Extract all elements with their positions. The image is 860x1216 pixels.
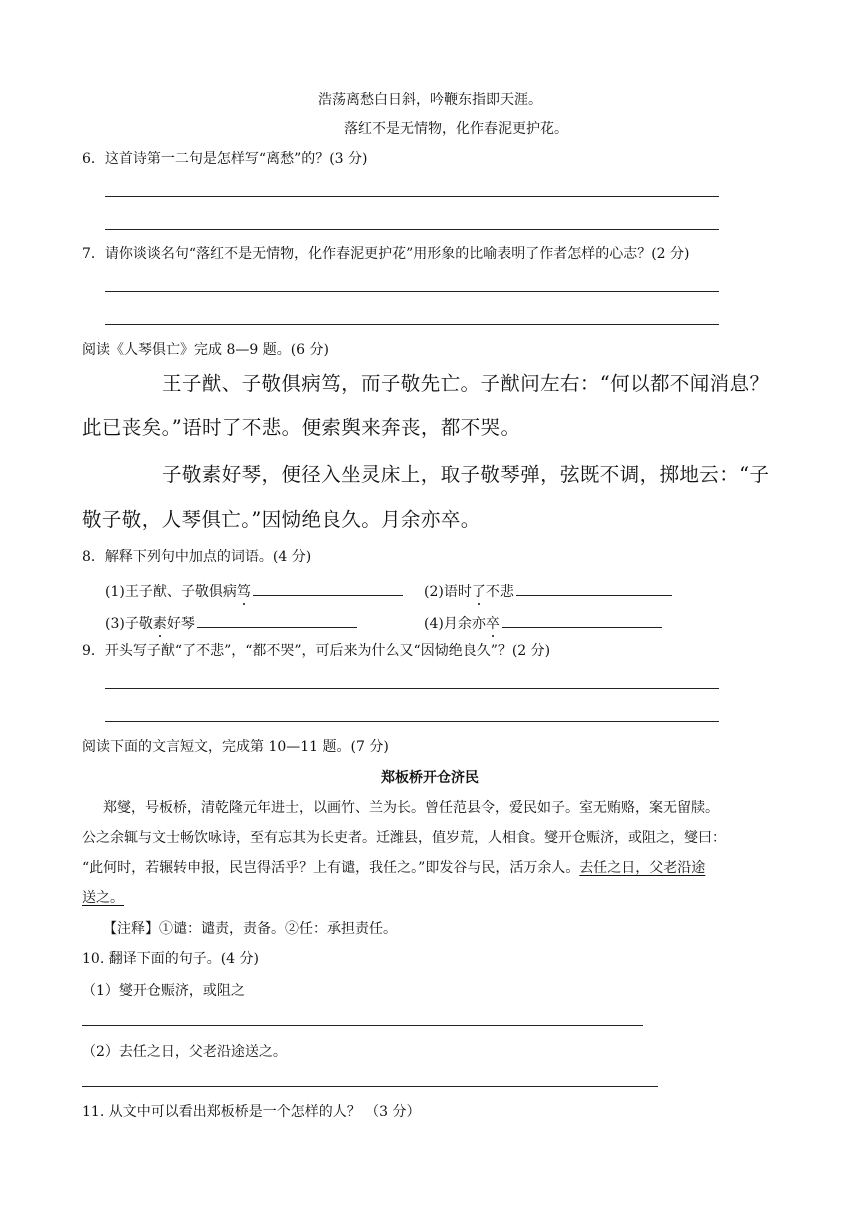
- question-9: 9．开头写子猷“了不悲”，“都不哭”，可后来为什么又“因恸绝良久”？(2 分): [82, 643, 551, 659]
- passage-line: 公之余辄与文士畅饮咏诗，至有忘其为长吏者。迁潍县，值岁荒，人相食。燮开仓赈济，或阻之，燮曰：: [82, 830, 726, 846]
- answer-line[interactable]: [105, 324, 719, 325]
- question-11: 11. 从文中可以看出郑板桥是一个怎样的人？ （3 分）: [82, 1104, 421, 1120]
- answer-blank[interactable]: [502, 612, 662, 628]
- answer-line[interactable]: [105, 196, 719, 197]
- q10-sentence-2: （2）去任之日，父老沿途送之。: [82, 1044, 287, 1060]
- q10-sentence-1: （1）燮开仓赈济，或阻之: [82, 983, 245, 999]
- passage-line: 此已丧矣。”语时了不悲。便索舆来奔丧，都不哭。: [82, 416, 521, 439]
- annotation-label: 【注释】: [103, 921, 159, 937]
- underlined-sentence: 去任之日，父老沿途: [579, 860, 706, 876]
- question-6: 6．这首诗第一二句是怎样写“离愁”的？(3 分): [82, 151, 368, 167]
- answer-blank[interactable]: [253, 580, 403, 596]
- passage-line: 王子猷、子敬俱病笃，而子敬先亡。子猷问左右：“何以都不闻消息？: [162, 372, 770, 395]
- emphasis-char: 了: [471, 584, 486, 600]
- annotation-text: ①谴：谴责，责备。②任：承担责任。: [159, 921, 397, 937]
- answer-blank[interactable]: [197, 612, 357, 628]
- question-8: 8．解释下列句中加点的词语。(4 分): [82, 549, 312, 565]
- passage-line: [82, 888, 124, 908]
- emphasis-char: 卒: [485, 616, 500, 632]
- q8-item-3: [105, 612, 357, 634]
- emphasis-char: 素: [152, 616, 167, 632]
- passage-line: [82, 858, 705, 878]
- passage-line: 子敬素好琴，便径入坐灵床上，取子敬琴弹，弦既不调，掷地云：“子: [162, 463, 770, 486]
- q8-item-2: [424, 580, 672, 602]
- q8-item-1: [105, 580, 403, 602]
- poem-line-2: 落红不是无情物，化作春泥更护花。: [344, 121, 568, 137]
- poem-line-1: 浩荡离愁白日斜，吟鞭东指即天涯。: [318, 92, 542, 108]
- answer-line[interactable]: [105, 229, 719, 230]
- reading-intro-8-9: 阅读《人琴俱亡》完成 8—9 题。(6 分): [82, 342, 329, 358]
- answer-blank[interactable]: [516, 580, 672, 596]
- q8-item-4-text: (4)月余亦: [424, 616, 486, 632]
- answer-line[interactable]: [105, 721, 719, 722]
- emphasis-char: 笃: [236, 584, 251, 600]
- answer-line[interactable]: [105, 291, 719, 292]
- passage-title: 郑板桥开仓济民: [381, 770, 479, 786]
- answer-line[interactable]: [105, 688, 719, 689]
- q8-item-2-text-post: 不悲: [485, 584, 514, 600]
- q8-item-3-text: (3)子敬: [105, 616, 153, 632]
- q8-item-2-text: (2)语时: [424, 584, 472, 600]
- annotation: [103, 919, 397, 939]
- passage-line: 郑燮，号板桥，清乾隆元年进士，以画竹、兰为长。曾任范县令，爱民如子。室无贿赂，案无留牍。: [103, 800, 719, 816]
- reading-intro-10-11: 阅读下面的文言短文，完成第 10—11 题。(7 分): [82, 739, 389, 755]
- q8-item-1-text: (1)王子猷、子敬俱病: [105, 584, 237, 600]
- answer-line[interactable]: [82, 1086, 658, 1087]
- question-10: 10. 翻译下面的句子。(4 分): [82, 951, 259, 967]
- question-7: 7．请你谈谈名句“落红不是无情物，化作春泥更护花”用形象的比喻表明了作者怎样的心志？(2 分): [82, 246, 690, 262]
- underlined-sentence: 送之。: [82, 890, 124, 906]
- q8-item-3-text-post: 好琴: [166, 616, 195, 632]
- passage-text: “此何时，若辗转申报，民岂得活乎？上有谴，我任之。”即发谷与民，活万余人。: [82, 860, 580, 876]
- q8-item-4: [424, 612, 662, 634]
- answer-line[interactable]: [82, 1025, 643, 1026]
- passage-line: 敬子敬，人琴俱亡。”因恸绝良久。月余亦卒。: [82, 508, 481, 531]
